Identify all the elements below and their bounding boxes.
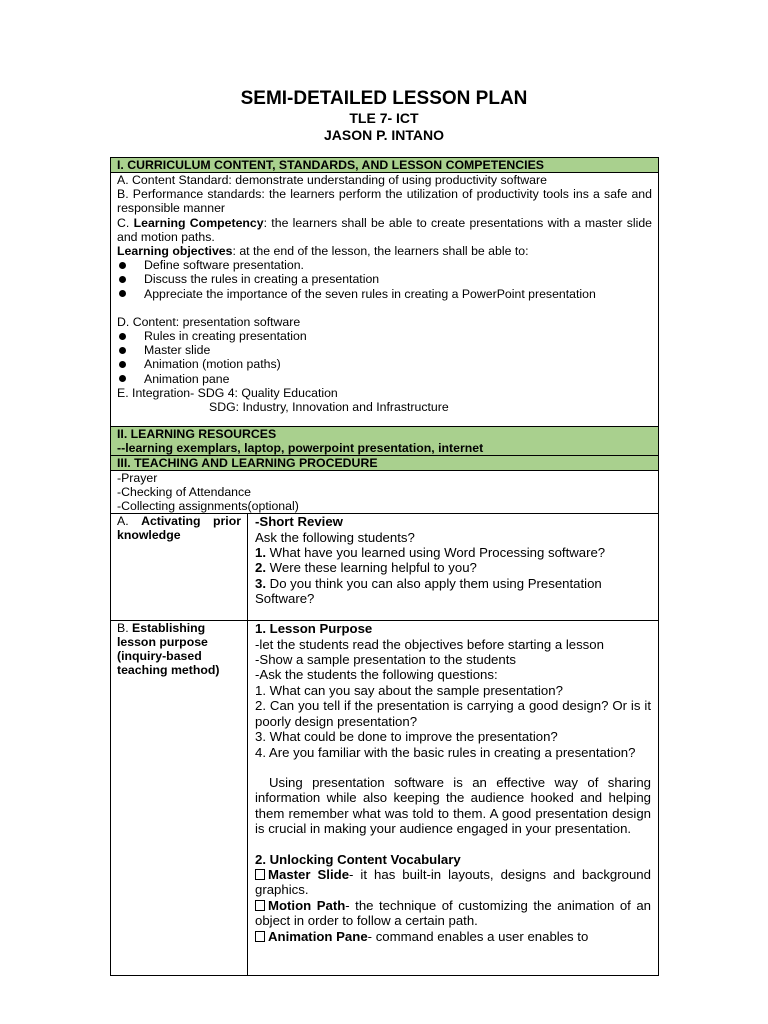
- purpose-line: -let the students read the objectives before starting a lesson: [255, 636, 604, 652]
- list-item: Rules in creating presentation: [117, 329, 652, 343]
- list-item: Animation pane: [117, 372, 652, 386]
- performance-standards: B. Performance standards: the learners perform the utilization of productivity tools ins a safe and responsible manner: [117, 187, 652, 216]
- competency-label: Learning Competency: [133, 215, 264, 230]
- review-question: [255, 576, 651, 607]
- section-2-heading: [111, 427, 658, 456]
- checkbox-glyph-icon: [255, 931, 265, 942]
- preliminaries: [111, 471, 658, 514]
- purpose-line: 3. What could be done to improve the presentation?: [255, 729, 558, 745]
- section-3-heading: III. TEACHING AND LEARNING PROCEDURE: [111, 456, 658, 471]
- checkbox-glyph-icon: [255, 900, 265, 911]
- vocab-definition: - the technique of customizing the animation of an object in order to follow a certain path.: [255, 897, 651, 929]
- question-text: What have you learned using Word Processing software?: [266, 545, 606, 561]
- row-a-prefix: A.: [117, 514, 142, 529]
- vocab-definition: - it has built-in layouts, designs and background graphics.: [255, 866, 651, 898]
- row-a-content: [248, 514, 658, 620]
- content-list: [117, 329, 652, 386]
- document-title: SEMI-DETAILED LESSON PLAN: [240, 88, 528, 109]
- vocab-item: [255, 898, 651, 929]
- list-item: Master slide: [117, 343, 652, 357]
- purpose-line: 2. Can you tell if the presentation is carrying a good design? Or is it poorly design presentation?: [255, 698, 651, 729]
- section-1-body: [111, 173, 658, 427]
- list-item: -Collecting assignments(optional): [117, 499, 299, 514]
- lesson-plan-table: [110, 157, 659, 976]
- vocab-item: [255, 867, 651, 898]
- review-intro: Ask the following students?: [255, 529, 415, 545]
- row-a-label: [111, 514, 248, 620]
- section-2-title: II. LEARNING RESOURCES: [117, 427, 277, 442]
- subject-label: TLE 7- ICT: [349, 110, 419, 126]
- review-question: [255, 560, 651, 575]
- row-a-label-bold-1: Activating prior: [141, 514, 241, 529]
- objectives-text: : at the end of the lesson, the learners shall be able to:: [232, 244, 529, 259]
- question-text: Were these learning helpful to you?: [266, 560, 477, 576]
- content-standard: A. Content Standard: demonstrate understanding of using productivity software: [117, 173, 547, 187]
- lesson-purpose-heading: 1. Lesson Purpose: [255, 621, 373, 637]
- row-b-content: [248, 621, 658, 975]
- row-establishing-lesson-purpose: [111, 621, 658, 975]
- review-question: [255, 545, 651, 560]
- objectives-list: [117, 258, 652, 301]
- question-text: Do you think you can also apply them using Presentation Software?: [255, 575, 602, 607]
- vocab-term: Animation Pane: [268, 928, 368, 944]
- document-header: [0, 88, 768, 144]
- vocab-term: Master Slide: [268, 866, 350, 882]
- learning-objectives: [117, 244, 652, 258]
- learning-competency: [117, 216, 652, 244]
- list-item: -Prayer: [117, 471, 158, 486]
- vocabulary-heading: 2. Unlocking Content Vocabulary: [255, 851, 461, 867]
- vocab-definition: - command enables a user enables to: [367, 928, 589, 944]
- row-b-label-bold: Establishing lesson purpose (inquiry-based teaching method): [117, 621, 220, 678]
- list-item: Appreciate the importance of the seven rules in creating a PowerPoint presentation: [117, 287, 652, 301]
- learning-resources: --learning exemplars, laptop, powerpoint presentation, internet: [117, 441, 484, 456]
- question-number: 1.: [255, 545, 266, 561]
- integration-sdg: SDG: Industry, Innovation and Infrastructure: [209, 400, 449, 415]
- list-item: -Checking of Attendance: [117, 485, 251, 500]
- competency-text: : the learners shall be able to create presentations with a master slide and motion paths.: [117, 215, 652, 244]
- checkbox-glyph-icon: [255, 869, 265, 880]
- vocab-item: [255, 929, 651, 944]
- row-a-label-bold-2: knowledge: [117, 528, 181, 543]
- content-label: D. Content: presentation software: [117, 314, 301, 329]
- objectives-label: Learning objectives: [117, 244, 233, 259]
- section-1-heading: I. CURRICULUM CONTENT, STANDARDS, AND LESSON COMPETENCIES: [111, 158, 658, 173]
- row-b-prefix: B.: [117, 621, 133, 636]
- purpose-line: 1. What can you say about the sample presentation?: [255, 682, 563, 698]
- purpose-line: -Ask the students the following questions:: [255, 667, 498, 683]
- purpose-line: 4. Are you familiar with the basic rules in creating a presentation?: [255, 744, 636, 760]
- list-item: Discuss the rules in creating a presentation: [117, 272, 652, 286]
- short-review-heading: -Short Review: [255, 514, 343, 530]
- question-number: 3.: [255, 575, 266, 591]
- row-b-label: [111, 621, 248, 975]
- list-item: Define software presentation.: [117, 258, 652, 272]
- presentation-paragraph: Using presentation software is an effective way of sharing information while also keeping the audience hooked and helping them remember what was told to them. A good presentation design is crucial in making your audience engaged in your presentation.: [255, 774, 651, 837]
- author-name: JASON P. INTANO: [323, 127, 445, 143]
- row-activating-prior-knowledge: [111, 514, 658, 621]
- integration: E. Integration- SDG 4: Quality Education: [117, 385, 338, 400]
- purpose-line: -Show a sample presentation to the students: [255, 652, 516, 668]
- list-item: Animation (motion paths): [117, 357, 652, 371]
- question-number: 2.: [255, 560, 266, 576]
- row-a-label-line-1: [117, 514, 241, 528]
- competency-prefix: C.: [117, 215, 134, 230]
- vocab-term: Motion Path: [268, 897, 346, 913]
